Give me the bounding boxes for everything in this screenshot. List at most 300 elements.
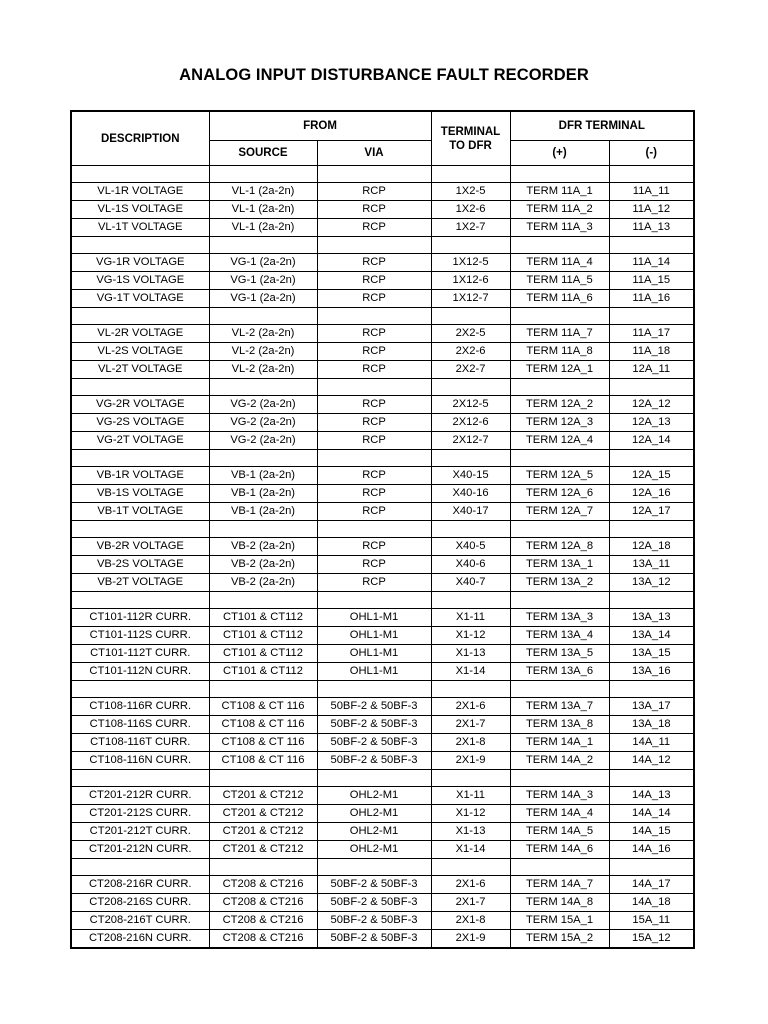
spacer-cell bbox=[317, 592, 431, 609]
cell-source: VL-1 (2a-2n) bbox=[209, 201, 317, 219]
spacer-cell bbox=[71, 237, 209, 254]
spacer-cell bbox=[209, 681, 317, 698]
cell-dfr-plus: TERM 12A_7 bbox=[510, 503, 609, 521]
cell-description: VG-2S VOLTAGE bbox=[71, 414, 209, 432]
spacer-cell bbox=[209, 859, 317, 876]
cell-source: VL-2 (2a-2n) bbox=[209, 343, 317, 361]
cell-dfr-plus: TERM 13A_8 bbox=[510, 716, 609, 734]
table-row bbox=[71, 396, 694, 414]
cell-source: VG-1 (2a-2n) bbox=[209, 254, 317, 272]
cell-description: VL-1R VOLTAGE bbox=[71, 183, 209, 201]
cell-dfr-plus: TERM 13A_2 bbox=[510, 574, 609, 592]
page-title: ANALOG INPUT DISTURBANCE FAULT RECORDER bbox=[179, 66, 589, 84]
cell-via: RCP bbox=[317, 201, 431, 219]
cell-terminal-to-dfr: 1X12-7 bbox=[431, 290, 510, 308]
cell-dfr-minus: 13A_16 bbox=[609, 663, 694, 681]
cell-description: CT208-216T CURR. bbox=[71, 912, 209, 930]
cell-source: VL-1 (2a-2n) bbox=[209, 183, 317, 201]
table-row bbox=[71, 503, 694, 521]
cell-terminal-to-dfr: 2X1-7 bbox=[431, 716, 510, 734]
cell-description: CT201-212T CURR. bbox=[71, 823, 209, 841]
cell-via: 50BF-2 & 50BF-3 bbox=[317, 698, 431, 716]
cell-via: RCP bbox=[317, 183, 431, 201]
cell-via: 50BF-2 & 50BF-3 bbox=[317, 930, 431, 949]
spacer-row bbox=[71, 379, 694, 396]
spacer-row bbox=[71, 308, 694, 325]
cell-via: RCP bbox=[317, 414, 431, 432]
cell-terminal-to-dfr: 2X2-6 bbox=[431, 343, 510, 361]
spacer-cell bbox=[609, 450, 694, 467]
cell-description: VB-2R VOLTAGE bbox=[71, 538, 209, 556]
table-row bbox=[71, 254, 694, 272]
spacer-cell bbox=[317, 859, 431, 876]
spacer-cell bbox=[510, 379, 609, 396]
cell-dfr-minus: 11A_12 bbox=[609, 201, 694, 219]
spacer-cell bbox=[317, 308, 431, 325]
cell-dfr-minus: 12A_16 bbox=[609, 485, 694, 503]
cell-description: VG-2R VOLTAGE bbox=[71, 396, 209, 414]
spacer-cell bbox=[317, 450, 431, 467]
cell-terminal-to-dfr: 1X2-7 bbox=[431, 219, 510, 237]
cell-dfr-plus: TERM 15A_2 bbox=[510, 930, 609, 949]
spacer-cell bbox=[71, 450, 209, 467]
cell-via: RCP bbox=[317, 485, 431, 503]
cell-terminal-to-dfr: 2X1-9 bbox=[431, 930, 510, 949]
table-row bbox=[71, 432, 694, 450]
table-row bbox=[71, 663, 694, 681]
cell-dfr-plus: TERM 13A_6 bbox=[510, 663, 609, 681]
spacer-row bbox=[71, 166, 694, 183]
cell-dfr-plus: TERM 11A_8 bbox=[510, 343, 609, 361]
cell-source: VL-2 (2a-2n) bbox=[209, 361, 317, 379]
cell-description: VL-2T VOLTAGE bbox=[71, 361, 209, 379]
cell-description: CT201-212N CURR. bbox=[71, 841, 209, 859]
spacer-cell bbox=[71, 166, 209, 183]
table-row bbox=[71, 787, 694, 805]
cell-via: 50BF-2 & 50BF-3 bbox=[317, 894, 431, 912]
header-dfr-terminal: DFR TERMINAL bbox=[510, 111, 694, 141]
cell-via: RCP bbox=[317, 432, 431, 450]
spacer-cell bbox=[71, 521, 209, 538]
spacer-cell bbox=[609, 237, 694, 254]
cell-via: RCP bbox=[317, 467, 431, 485]
cell-source: VG-2 (2a-2n) bbox=[209, 396, 317, 414]
cell-source: CT101 & CT112 bbox=[209, 627, 317, 645]
spacer-row bbox=[71, 592, 694, 609]
cell-dfr-minus: 14A_15 bbox=[609, 823, 694, 841]
cell-dfr-minus: 14A_18 bbox=[609, 894, 694, 912]
table-row bbox=[71, 325, 694, 343]
cell-dfr-minus: 13A_18 bbox=[609, 716, 694, 734]
cell-dfr-minus: 11A_11 bbox=[609, 183, 694, 201]
cell-via: OHL1-M1 bbox=[317, 627, 431, 645]
cell-source: VL-1 (2a-2n) bbox=[209, 219, 317, 237]
table-row bbox=[71, 574, 694, 592]
spacer-cell bbox=[317, 681, 431, 698]
cell-via: 50BF-2 & 50BF-3 bbox=[317, 734, 431, 752]
spacer-cell bbox=[609, 521, 694, 538]
cell-terminal-to-dfr: 2X2-5 bbox=[431, 325, 510, 343]
spacer-cell bbox=[317, 770, 431, 787]
cell-dfr-minus: 15A_12 bbox=[609, 930, 694, 949]
table-row bbox=[71, 752, 694, 770]
cell-terminal-to-dfr: X40-7 bbox=[431, 574, 510, 592]
table-row bbox=[71, 343, 694, 361]
cell-description: CT201-212R CURR. bbox=[71, 787, 209, 805]
cell-dfr-plus: TERM 13A_5 bbox=[510, 645, 609, 663]
spacer-row bbox=[71, 521, 694, 538]
cell-dfr-plus: TERM 12A_8 bbox=[510, 538, 609, 556]
cell-dfr-minus: 12A_17 bbox=[609, 503, 694, 521]
cell-source: VB-2 (2a-2n) bbox=[209, 574, 317, 592]
cell-description: CT101-112R CURR. bbox=[71, 609, 209, 627]
cell-terminal-to-dfr: X1-13 bbox=[431, 645, 510, 663]
cell-terminal-to-dfr: 1X12-5 bbox=[431, 254, 510, 272]
dfr-table bbox=[70, 110, 695, 949]
cell-description: CT208-216S CURR. bbox=[71, 894, 209, 912]
header-minus: (-) bbox=[609, 141, 694, 166]
cell-dfr-plus: TERM 13A_4 bbox=[510, 627, 609, 645]
cell-terminal-to-dfr: 2X1-9 bbox=[431, 752, 510, 770]
spacer-cell bbox=[609, 308, 694, 325]
spacer-cell bbox=[71, 859, 209, 876]
cell-source: VG-1 (2a-2n) bbox=[209, 290, 317, 308]
cell-dfr-minus: 13A_11 bbox=[609, 556, 694, 574]
cell-dfr-minus: 11A_17 bbox=[609, 325, 694, 343]
cell-source: CT108 & CT 116 bbox=[209, 698, 317, 716]
cell-terminal-to-dfr: X1-13 bbox=[431, 823, 510, 841]
cell-via: RCP bbox=[317, 556, 431, 574]
cell-terminal-to-dfr: X1-14 bbox=[431, 841, 510, 859]
cell-description: VG-2T VOLTAGE bbox=[71, 432, 209, 450]
spacer-cell bbox=[431, 450, 510, 467]
cell-dfr-plus: TERM 11A_7 bbox=[510, 325, 609, 343]
cell-terminal-to-dfr: X1-14 bbox=[431, 663, 510, 681]
spacer-cell bbox=[431, 521, 510, 538]
cell-terminal-to-dfr: X40-17 bbox=[431, 503, 510, 521]
cell-dfr-minus: 12A_18 bbox=[609, 538, 694, 556]
cell-terminal-to-dfr: 2X12-5 bbox=[431, 396, 510, 414]
spacer-cell bbox=[317, 379, 431, 396]
cell-terminal-to-dfr: 2X2-7 bbox=[431, 361, 510, 379]
cell-dfr-plus: TERM 14A_4 bbox=[510, 805, 609, 823]
cell-dfr-minus: 11A_15 bbox=[609, 272, 694, 290]
cell-dfr-plus: TERM 11A_3 bbox=[510, 219, 609, 237]
cell-description: VG-1R VOLTAGE bbox=[71, 254, 209, 272]
spacer-row bbox=[71, 770, 694, 787]
cell-description: CT101-112S CURR. bbox=[71, 627, 209, 645]
cell-dfr-plus: TERM 11A_6 bbox=[510, 290, 609, 308]
cell-description: VL-1T VOLTAGE bbox=[71, 219, 209, 237]
cell-terminal-to-dfr: X1-11 bbox=[431, 787, 510, 805]
spacer-cell bbox=[431, 308, 510, 325]
cell-source: CT108 & CT 116 bbox=[209, 752, 317, 770]
cell-via: RCP bbox=[317, 574, 431, 592]
spacer-cell bbox=[431, 237, 510, 254]
cell-via: OHL2-M1 bbox=[317, 841, 431, 859]
cell-via: OHL2-M1 bbox=[317, 823, 431, 841]
cell-dfr-minus: 14A_14 bbox=[609, 805, 694, 823]
cell-dfr-plus: TERM 11A_5 bbox=[510, 272, 609, 290]
cell-source: CT201 & CT212 bbox=[209, 805, 317, 823]
cell-via: OHL2-M1 bbox=[317, 805, 431, 823]
cell-description: VB-2S VOLTAGE bbox=[71, 556, 209, 574]
spacer-cell bbox=[431, 770, 510, 787]
table-body bbox=[71, 166, 694, 949]
spacer-cell bbox=[431, 859, 510, 876]
cell-dfr-minus: 13A_13 bbox=[609, 609, 694, 627]
cell-terminal-to-dfr: X40-15 bbox=[431, 467, 510, 485]
cell-source: CT101 & CT112 bbox=[209, 609, 317, 627]
cell-dfr-plus: TERM 13A_1 bbox=[510, 556, 609, 574]
cell-dfr-plus: TERM 13A_7 bbox=[510, 698, 609, 716]
cell-via: RCP bbox=[317, 272, 431, 290]
spacer-cell bbox=[510, 592, 609, 609]
table-row bbox=[71, 272, 694, 290]
cell-dfr-plus: TERM 12A_1 bbox=[510, 361, 609, 379]
cell-description: CT108-116R CURR. bbox=[71, 698, 209, 716]
table-row bbox=[71, 414, 694, 432]
cell-dfr-plus: TERM 12A_2 bbox=[510, 396, 609, 414]
cell-description: VG-1S VOLTAGE bbox=[71, 272, 209, 290]
table-row bbox=[71, 912, 694, 930]
cell-dfr-minus: 14A_11 bbox=[609, 734, 694, 752]
cell-dfr-minus: 12A_15 bbox=[609, 467, 694, 485]
cell-terminal-to-dfr: X1-11 bbox=[431, 609, 510, 627]
cell-source: CT201 & CT212 bbox=[209, 823, 317, 841]
spacer-row bbox=[71, 237, 694, 254]
cell-dfr-minus: 14A_13 bbox=[609, 787, 694, 805]
spacer-cell bbox=[609, 681, 694, 698]
table-row bbox=[71, 361, 694, 379]
cell-terminal-to-dfr: 1X2-5 bbox=[431, 183, 510, 201]
cell-dfr-plus: TERM 11A_1 bbox=[510, 183, 609, 201]
cell-via: RCP bbox=[317, 290, 431, 308]
spacer-cell bbox=[510, 450, 609, 467]
table-row bbox=[71, 485, 694, 503]
cell-terminal-to-dfr: X1-12 bbox=[431, 805, 510, 823]
table-row bbox=[71, 716, 694, 734]
cell-terminal-to-dfr: 2X1-8 bbox=[431, 912, 510, 930]
spacer-cell bbox=[510, 237, 609, 254]
cell-via: 50BF-2 & 50BF-3 bbox=[317, 752, 431, 770]
spacer-row bbox=[71, 681, 694, 698]
cell-description: CT108-116T CURR. bbox=[71, 734, 209, 752]
spacer-cell bbox=[71, 308, 209, 325]
table-row bbox=[71, 823, 694, 841]
cell-terminal-to-dfr: X40-16 bbox=[431, 485, 510, 503]
cell-description: VL-2R VOLTAGE bbox=[71, 325, 209, 343]
cell-dfr-plus: TERM 11A_2 bbox=[510, 201, 609, 219]
spacer-cell bbox=[209, 592, 317, 609]
cell-dfr-plus: TERM 13A_3 bbox=[510, 609, 609, 627]
cell-dfr-minus: 14A_17 bbox=[609, 876, 694, 894]
cell-dfr-plus: TERM 12A_3 bbox=[510, 414, 609, 432]
spacer-cell bbox=[609, 859, 694, 876]
spacer-cell bbox=[609, 166, 694, 183]
cell-description: CT208-216R CURR. bbox=[71, 876, 209, 894]
cell-terminal-to-dfr: 1X12-6 bbox=[431, 272, 510, 290]
spacer-cell bbox=[431, 166, 510, 183]
spacer-cell bbox=[71, 770, 209, 787]
cell-source: VG-2 (2a-2n) bbox=[209, 432, 317, 450]
table-row bbox=[71, 219, 694, 237]
spacer-cell bbox=[609, 592, 694, 609]
cell-source: VL-2 (2a-2n) bbox=[209, 325, 317, 343]
cell-source: VB-1 (2a-2n) bbox=[209, 503, 317, 521]
cell-dfr-plus: TERM 14A_2 bbox=[510, 752, 609, 770]
table-row bbox=[71, 734, 694, 752]
cell-dfr-plus: TERM 12A_5 bbox=[510, 467, 609, 485]
cell-dfr-minus: 13A_14 bbox=[609, 627, 694, 645]
header-description: DESCRIPTION bbox=[71, 111, 209, 166]
table-row bbox=[71, 930, 694, 949]
cell-terminal-to-dfr: 2X1-6 bbox=[431, 698, 510, 716]
cell-via: RCP bbox=[317, 361, 431, 379]
cell-via: OHL2-M1 bbox=[317, 787, 431, 805]
spacer-cell bbox=[431, 592, 510, 609]
spacer-cell bbox=[510, 308, 609, 325]
cell-dfr-minus: 12A_11 bbox=[609, 361, 694, 379]
cell-terminal-to-dfr: 2X12-7 bbox=[431, 432, 510, 450]
cell-description: VB-2T VOLTAGE bbox=[71, 574, 209, 592]
cell-source: CT101 & CT112 bbox=[209, 645, 317, 663]
cell-dfr-minus: 13A_17 bbox=[609, 698, 694, 716]
cell-description: VG-1T VOLTAGE bbox=[71, 290, 209, 308]
cell-dfr-minus: 13A_15 bbox=[609, 645, 694, 663]
table-row bbox=[71, 290, 694, 308]
cell-description: CT108-116S CURR. bbox=[71, 716, 209, 734]
cell-description: CT101-112T CURR. bbox=[71, 645, 209, 663]
spacer-row bbox=[71, 859, 694, 876]
spacer-cell bbox=[71, 379, 209, 396]
spacer-cell bbox=[510, 166, 609, 183]
cell-dfr-plus: TERM 14A_6 bbox=[510, 841, 609, 859]
cell-via: OHL1-M1 bbox=[317, 645, 431, 663]
spacer-cell bbox=[609, 379, 694, 396]
cell-terminal-to-dfr: 2X12-6 bbox=[431, 414, 510, 432]
table-row bbox=[71, 609, 694, 627]
header-terminal-to-dfr: TERMINAL TO DFR bbox=[431, 111, 510, 166]
cell-terminal-to-dfr: 2X1-8 bbox=[431, 734, 510, 752]
cell-dfr-minus: 13A_12 bbox=[609, 574, 694, 592]
spacer-cell bbox=[431, 681, 510, 698]
cell-via: 50BF-2 & 50BF-3 bbox=[317, 716, 431, 734]
spacer-cell bbox=[209, 308, 317, 325]
cell-description: CT208-216N CURR. bbox=[71, 930, 209, 949]
spacer-cell bbox=[317, 521, 431, 538]
cell-terminal-to-dfr: 1X2-6 bbox=[431, 201, 510, 219]
cell-source: CT208 & CT216 bbox=[209, 930, 317, 949]
cell-source: CT108 & CT 116 bbox=[209, 734, 317, 752]
cell-source: CT208 & CT216 bbox=[209, 876, 317, 894]
cell-source: CT208 & CT216 bbox=[209, 894, 317, 912]
cell-via: RCP bbox=[317, 503, 431, 521]
spacer-cell bbox=[510, 681, 609, 698]
spacer-cell bbox=[317, 237, 431, 254]
cell-terminal-to-dfr: 2X1-7 bbox=[431, 894, 510, 912]
spacer-cell bbox=[431, 379, 510, 396]
spacer-cell bbox=[71, 681, 209, 698]
table-row bbox=[71, 538, 694, 556]
cell-dfr-minus: 11A_14 bbox=[609, 254, 694, 272]
spacer-cell bbox=[510, 521, 609, 538]
spacer-cell bbox=[71, 592, 209, 609]
cell-description: CT201-212S CURR. bbox=[71, 805, 209, 823]
cell-dfr-minus: 12A_12 bbox=[609, 396, 694, 414]
cell-via: RCP bbox=[317, 219, 431, 237]
cell-dfr-plus: TERM 14A_1 bbox=[510, 734, 609, 752]
cell-terminal-to-dfr: X40-5 bbox=[431, 538, 510, 556]
cell-source: VB-2 (2a-2n) bbox=[209, 538, 317, 556]
table-row bbox=[71, 556, 694, 574]
spacer-row bbox=[71, 450, 694, 467]
cell-source: CT101 & CT112 bbox=[209, 663, 317, 681]
header-plus: (+) bbox=[510, 141, 609, 166]
cell-dfr-plus: TERM 14A_5 bbox=[510, 823, 609, 841]
cell-source: VG-1 (2a-2n) bbox=[209, 272, 317, 290]
table-row bbox=[71, 698, 694, 716]
table-row bbox=[71, 841, 694, 859]
cell-dfr-plus: TERM 12A_6 bbox=[510, 485, 609, 503]
cell-description: VB-1R VOLTAGE bbox=[71, 467, 209, 485]
spacer-cell bbox=[317, 166, 431, 183]
table-row bbox=[71, 183, 694, 201]
cell-source: VB-2 (2a-2n) bbox=[209, 556, 317, 574]
cell-terminal-to-dfr: 2X1-6 bbox=[431, 876, 510, 894]
spacer-cell bbox=[209, 166, 317, 183]
cell-source: CT201 & CT212 bbox=[209, 787, 317, 805]
cell-via: OHL1-M1 bbox=[317, 663, 431, 681]
spacer-cell bbox=[510, 770, 609, 787]
cell-description: VL-2S VOLTAGE bbox=[71, 343, 209, 361]
cell-dfr-plus: TERM 11A_4 bbox=[510, 254, 609, 272]
cell-via: RCP bbox=[317, 254, 431, 272]
cell-terminal-to-dfr: X1-12 bbox=[431, 627, 510, 645]
header-via: VIA bbox=[317, 141, 431, 166]
cell-via: RCP bbox=[317, 538, 431, 556]
header-source: SOURCE bbox=[209, 141, 317, 166]
table-row bbox=[71, 805, 694, 823]
cell-dfr-minus: 11A_13 bbox=[609, 219, 694, 237]
spacer-cell bbox=[209, 770, 317, 787]
spacer-cell bbox=[609, 770, 694, 787]
cell-source: VB-1 (2a-2n) bbox=[209, 467, 317, 485]
spacer-cell bbox=[209, 237, 317, 254]
cell-dfr-minus: 14A_16 bbox=[609, 841, 694, 859]
table-row bbox=[71, 894, 694, 912]
cell-dfr-plus: TERM 14A_8 bbox=[510, 894, 609, 912]
cell-dfr-minus: 11A_16 bbox=[609, 290, 694, 308]
cell-dfr-minus: 14A_12 bbox=[609, 752, 694, 770]
cell-dfr-minus: 11A_18 bbox=[609, 343, 694, 361]
cell-description: VB-1S VOLTAGE bbox=[71, 485, 209, 503]
cell-description: VL-1S VOLTAGE bbox=[71, 201, 209, 219]
spacer-cell bbox=[209, 521, 317, 538]
cell-dfr-minus: 12A_13 bbox=[609, 414, 694, 432]
cell-dfr-plus: TERM 14A_3 bbox=[510, 787, 609, 805]
cell-via: RCP bbox=[317, 325, 431, 343]
cell-via: RCP bbox=[317, 396, 431, 414]
cell-via: 50BF-2 & 50BF-3 bbox=[317, 912, 431, 930]
cell-source: CT108 & CT 116 bbox=[209, 716, 317, 734]
table-row bbox=[71, 876, 694, 894]
cell-via: 50BF-2 & 50BF-3 bbox=[317, 876, 431, 894]
cell-source: VB-1 (2a-2n) bbox=[209, 485, 317, 503]
cell-via: RCP bbox=[317, 343, 431, 361]
cell-dfr-plus: TERM 14A_7 bbox=[510, 876, 609, 894]
cell-dfr-minus: 12A_14 bbox=[609, 432, 694, 450]
